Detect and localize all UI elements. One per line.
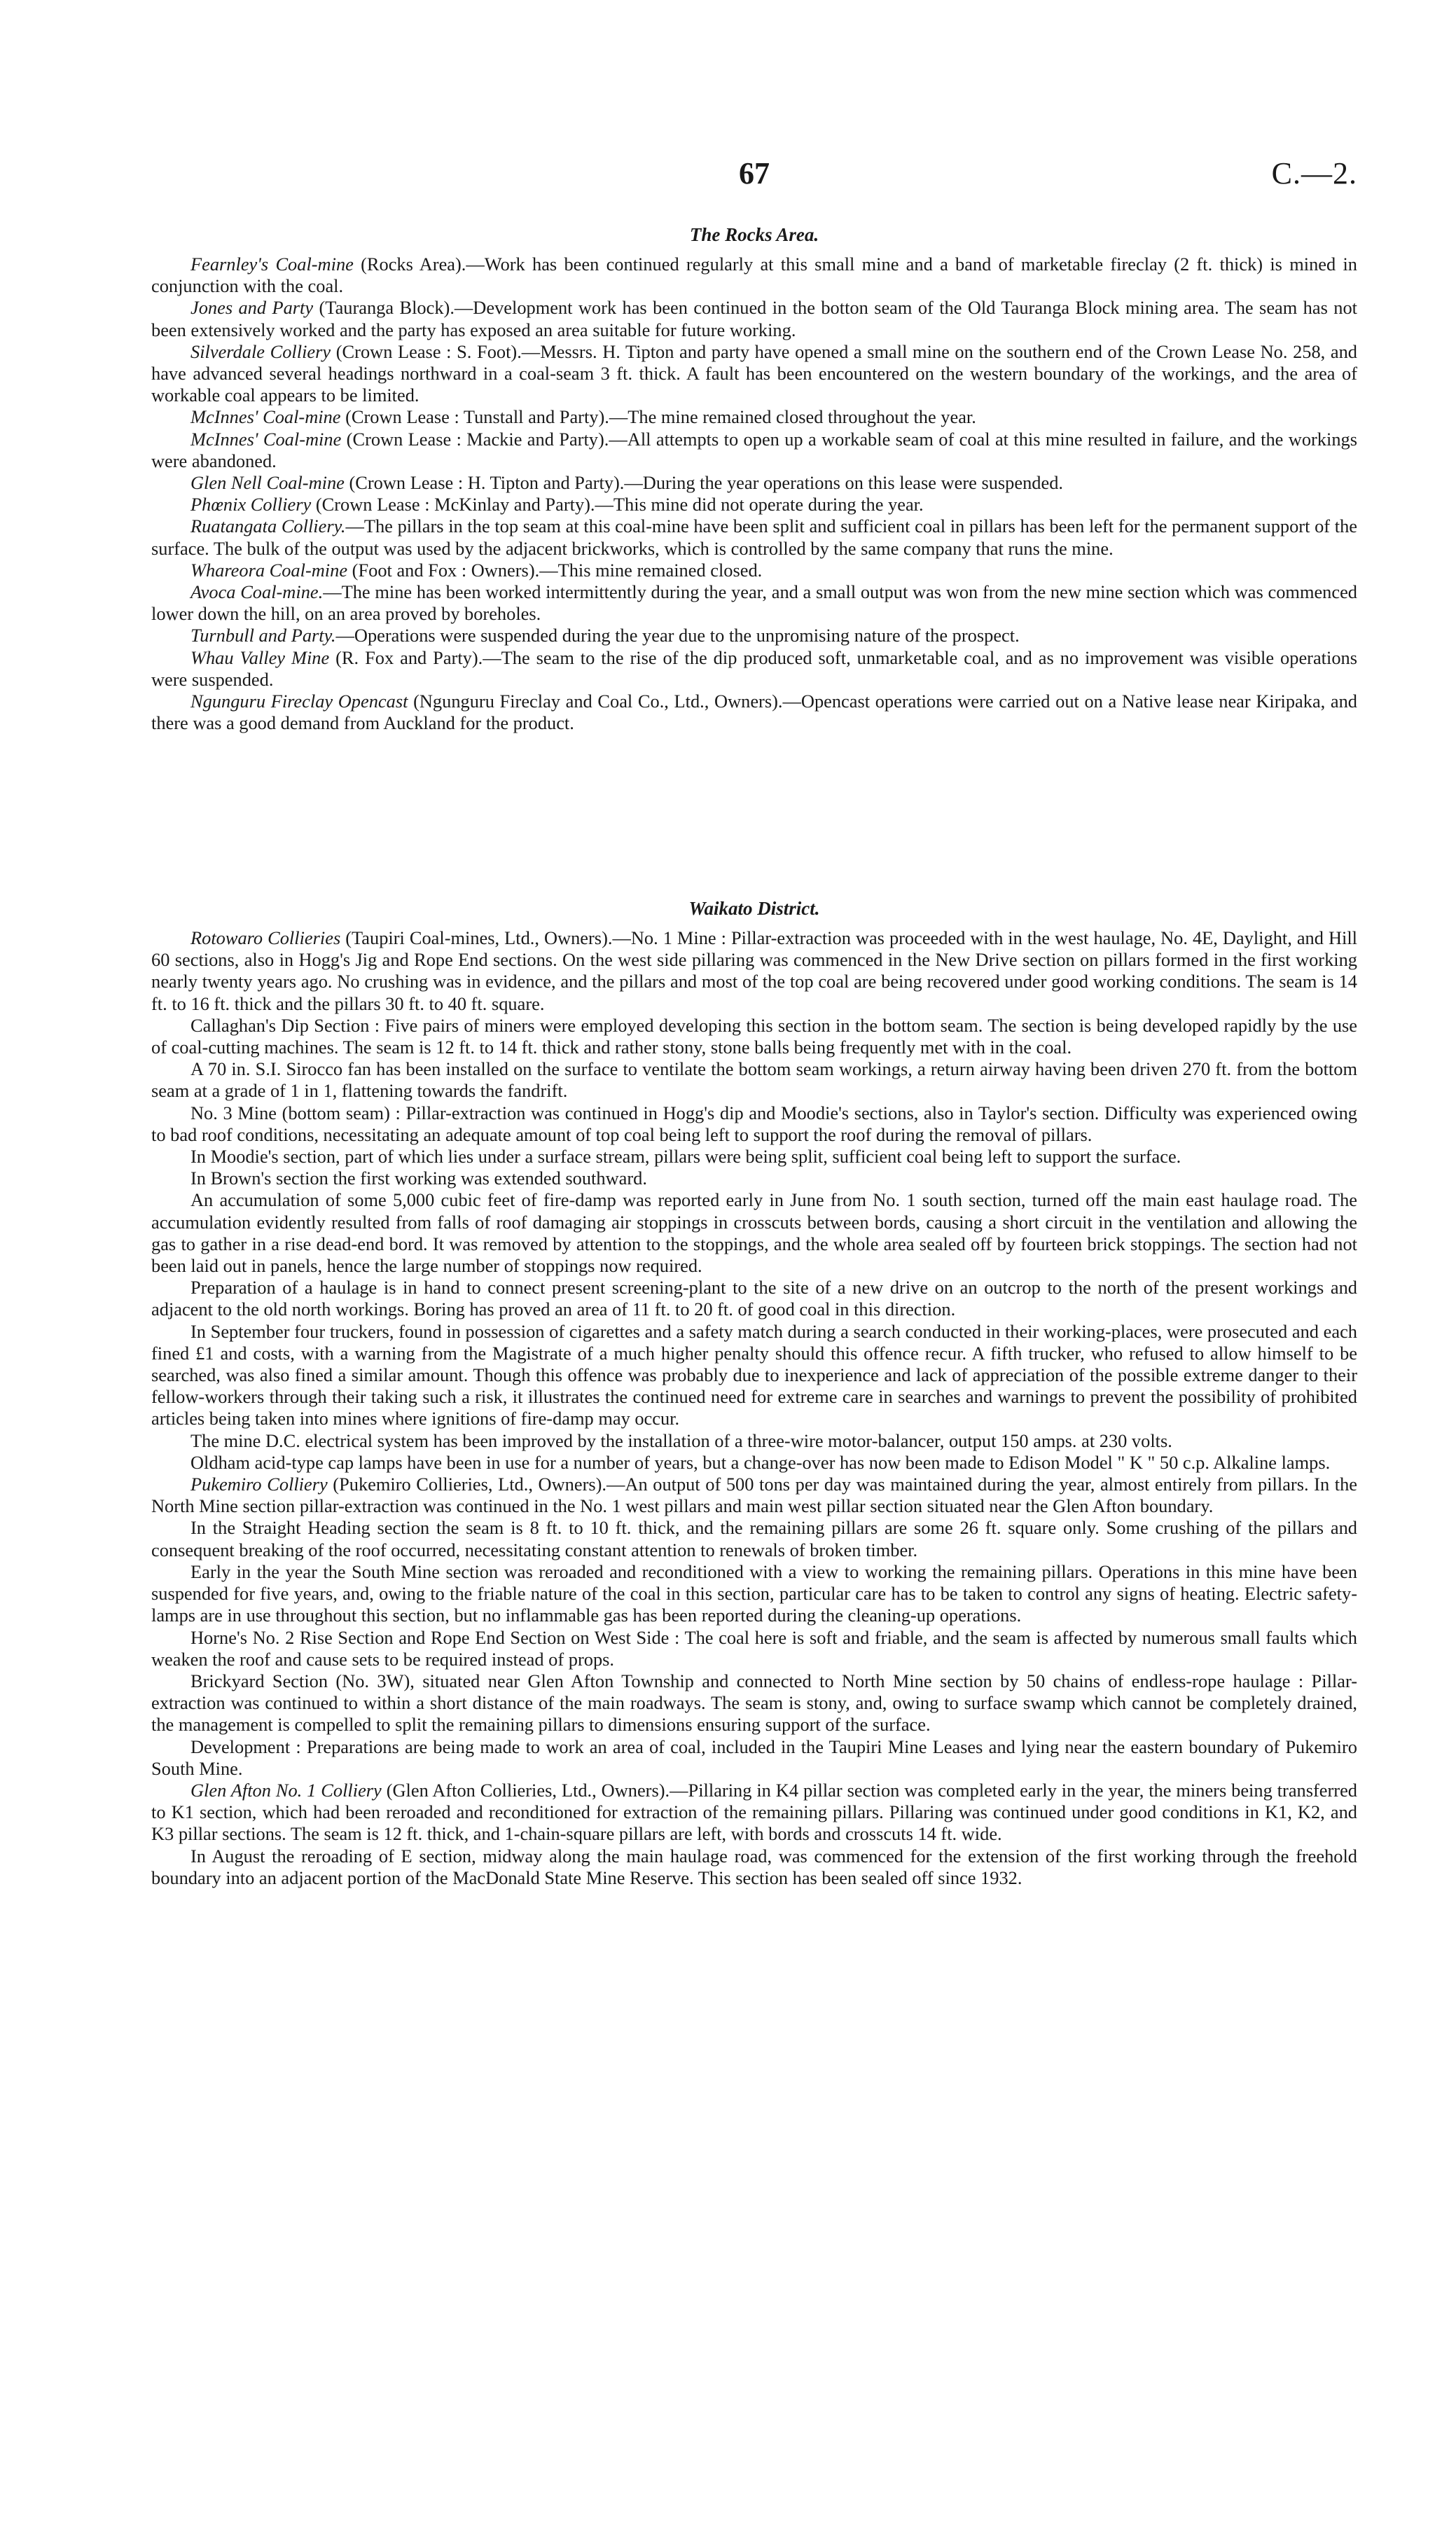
- paragraph-lead: McInnes' Coal-mine: [190, 406, 341, 428]
- paragraph-text: (R. Fox and Party).—The seam to the rise of the dip produced soft, unmarketable coal, and as no improvement was visible operations were suspended.: [151, 646, 1357, 690]
- paragraph-text: —The pillars in the top seam at this coal-mine have been split and sufficient coal in pillars has been left for the permanent support of the surface. The bulk of the output was used by the adjacent brickworks, which is controlled by the same company that runs the mine.: [151, 515, 1357, 559]
- paragraph-lead: Ngunguru Fireclay Opencast: [190, 691, 408, 712]
- paragraph-text: (Pukemiro Collieries, Ltd., Owners).—An output of 500 tons per day was maintained during the year, almost entirely from pillars. In the North Mine section pillar-extraction was continued in the No. 1 west pillars and main west pillar section situated near the Glen Afton boundary.: [151, 1474, 1357, 1517]
- paragraph: [151, 1561, 1357, 1627]
- paragraph-lead: Pukemiro Colliery: [190, 1474, 328, 1495]
- paragraph-text: (Tauranga Block).—Development work has been continued in the botton seam of the Old Tauranga Block mining area. The seam has not been extensively worked and the party has exposed an area suitable for future working.: [151, 297, 1357, 340]
- paragraph-text: (Crown Lease : S. Foot).—Messrs. H. Tipton and party have opened a small mine on the southern end of the Crown Lease No. 258, and have advanced several headings northward in a coal-seam 3 ft. thick. A fault has been encountered on the western boundary of the workings, and the area of workable coal appears to be limited.: [151, 340, 1358, 406]
- section-waikato-district: [151, 896, 1357, 1889]
- paragraph: [151, 341, 1357, 407]
- paragraph-text: (Crown Lease : Tunstall and Party).—The mine remained closed throughout the year.: [340, 406, 976, 428]
- paragraph: [151, 254, 1357, 297]
- paragraph: [151, 1517, 1357, 1560]
- paragraph-text: Early in the year the South Mine section was reroaded and reconditioned with a view to working the remaining pillars. Operations in this mine have been suspended for five years, and, owing to the friable nature of the coal in this section, particular care has to be taken to control any signs of heating. Electric safety-lamps are in use throughout this section, but no inflammable gas has been reported during the cleaning-up operations.: [151, 1560, 1357, 1626]
- paragraph: [151, 1670, 1357, 1736]
- paragraph: [151, 927, 1357, 1015]
- paragraph-lead: Glen Nell Coal-mine: [190, 472, 345, 494]
- paragraph-text: (Taupiri Coal-mines, Ltd., Owners).—No. 1 Mine : Pillar-extraction was proceeded with in the west haulage, No. 4E, Daylight, and Hill 60 sections, also in Hogg's Jig and Rope End sections. On the west side pillaring was commenced in the New Drive section on pillars formed in the first working nearly twenty years ago. No crushing was in evidence, and the pillars and most of the top coal are being recovered under good working conditions. The seam is 14 ft. to 16 ft. thick and the pillars 30 ft. to 40 ft. square.: [151, 927, 1357, 1014]
- paragraph-text: (Foot and Fox : Owners).—This mine remained closed.: [347, 559, 763, 581]
- paragraph: [151, 1168, 1357, 1189]
- paragraph: [151, 1452, 1357, 1474]
- paragraph-lead: Whareora Coal-mine: [190, 559, 348, 581]
- paragraph-text: Preparation of a haulage is in hand to connect present screening-plant to the site of a new drive on an outcrop to the north of the present workings and adjacent to the old north workings. Boring has proved an area of 11 ft. to 20 ft. of good coal in this direction.: [151, 1277, 1357, 1320]
- paragraph-lead: Fearnley's Coal-mine: [190, 254, 354, 275]
- paragraph-text: Development : Preparations are being made to work an area of coal, included in the Taupiri Mine Leases and lying near the eastern boundary of Pukemiro South Mine.: [151, 1736, 1357, 1779]
- paragraph: [151, 1736, 1357, 1780]
- paragraph: [151, 1146, 1357, 1168]
- section-rocks-area: [151, 223, 1357, 734]
- paragraph-text: (Rocks Area).—Work has been continued regularly at this small mine and a band of marketable fireclay (2 ft. thick) is mined in conjunction with the coal.: [151, 254, 1357, 297]
- paragraph: [151, 691, 1357, 734]
- paragraph-text: Oldham acid-type cap lamps have been in use for a number of years, but a change-over has now been made to Edison Model " K " 50 c.p. Alkaline lamps.: [190, 1451, 1331, 1473]
- paragraph-text: Horne's No. 2 Rise Section and Rope End Section on West Side : The coal here is soft and friable, and the seam is affected by numerous small faults which weaken the roof and cause sets to be required instead of props.: [151, 1626, 1357, 1670]
- paragraph: [151, 1015, 1357, 1058]
- paragraph-lead: Glen Afton No. 1 Colliery: [190, 1779, 382, 1801]
- paragraph: [151, 581, 1357, 625]
- paragraph-lead: Avoca Coal-mine.: [190, 581, 324, 603]
- paragraph-lead: Ruatangata Colliery.: [190, 515, 346, 537]
- paragraph-list: [151, 254, 1357, 734]
- paragraph-text: In Brown's section the first working was extended southward.: [190, 1168, 647, 1189]
- paragraph-text: The mine D.C. electrical system has been improved by the installation of a three-wire motor-balancer, output 150 amps. at 230 volts.: [190, 1429, 1172, 1451]
- paragraph-text: (Crown Lease : H. Tipton and Party).—During the year operations on this lease were suspended.: [344, 472, 1063, 494]
- document-page: [151, 0, 1357, 2548]
- paragraph: [151, 472, 1357, 494]
- paragraph-text: No. 3 Mine (bottom seam) : Pillar-extraction was continued in Hogg's dip and Moodie's sections, also in Taylor's section. Difficulty was experienced owing to bad roof conditions, necessitating an adequate amount of top coal being left to support the roof during the removal of pillars.: [151, 1102, 1357, 1145]
- paragraph-text: (Glen Afton Collieries, Ltd., Owners).—Pillaring in K4 pillar section was completed early in the year, the miners being transferred to K1 section, which had been reroaded and reconditioned for extraction of the remaining pillars. Pillaring was continued under good conditions in K1, K2, and K3 pillar sections. The seam is 12 ft. thick, and 1-chain-square pillars are left, with bords and crosscuts 14 ft. wide.: [151, 1779, 1357, 1845]
- paragraph-lead: Jones and Party: [190, 297, 314, 319]
- section-title-rocks-area: The Rocks Area.: [689, 224, 819, 245]
- paragraph-text: In Moodie's section, part of which lies under a surface stream, pillars were being split, sufficient coal being left to support the surface.: [190, 1146, 1181, 1168]
- paragraph-lead: Phœnix Colliery: [190, 494, 312, 515]
- paragraph: [151, 1430, 1357, 1452]
- paragraph: [151, 1627, 1357, 1670]
- paragraph-text: Callaghan's Dip Section : Five pairs of miners were employed developing this section in the bottom seam. The section is being developed rapidly by the use of coal-cutting machines. The seam is 12 ft. to 14 ft. thick and rather stony, stone balls being frequently met with in the coal.: [151, 1014, 1357, 1058]
- paragraph: [151, 494, 1357, 515]
- paragraph: [151, 560, 1357, 581]
- page-header: [151, 155, 1357, 205]
- paragraph-text: (Ngunguru Fireclay and Coal Co., Ltd., Owners).—Opencast operations were carried out on a Native lease near Kiripaka, and there was a good demand from Auckland for the product.: [151, 691, 1358, 734]
- paragraph: [151, 1474, 1357, 1517]
- page-number: 67: [739, 156, 770, 191]
- paragraph: [151, 1846, 1357, 1889]
- paragraph-text: A 70 in. S.I. Sirocco fan has been installed on the surface to ventilate the bottom seam workings, a return airway having been driven 270 ft. from the bottom seam at a grade of 1 in 1, flattening towards the fandrift.: [151, 1058, 1357, 1102]
- paragraph-text: (Crown Lease : Mackie and Party).—All attempts to open up a workable seam of coal at this mine resulted in failure, and the workings were abandoned.: [151, 428, 1357, 471]
- paragraph-text: In September four truckers, found in possession of cigarettes and a safety match during a search conducted in their working-places, were prosecuted and each fined £1 and costs, with a warning from the Magistrate of a much higher penalty should this offence recur. A fifth trucker, who refused to allow himself to be searched, was also fined a similar amount. Though this offence was probably due to inexperience and lack of appreciation of the possible extreme danger to their fellow-workers through their taking such a risk, it illustrates the continued need for extreme care in searches and warnings to prevent the possibility of prohibited articles being taken into mines where ignitions of fire-damp may occur.: [151, 1320, 1357, 1429]
- paragraph-lead: Whau Valley Mine: [190, 646, 330, 668]
- paragraph: [151, 1277, 1357, 1320]
- document-reference: C.—2.: [1271, 156, 1357, 191]
- paragraph-text: —Operations were suspended during the year due to the unpromising nature of the prospect.: [335, 625, 1020, 646]
- paragraph-text: Brickyard Section (No. 3W), situated near Glen Afton Township and connected to North Mine section by 50 chains of endless-rope haulage : Pillar-extraction was continued to within a short distance of the main roadways. The seam is stony, and, owing to surface swamp which cannot be completely drained, the management is compelled to split the remaining pillars to dimensions ensuring support of the surface.: [151, 1670, 1357, 1736]
- paragraph-text: An accumulation of some 5,000 cubic feet of fire-damp was reported early in June from No. 1 south section, turned off the main east haulage road. The accumulation evidently resulted from falls of roof damaging air stoppings in crosscuts between bords, causing a short circuit in the ventilation and allowing the gas to gather in a rise dead-end bord. It was removed by attention to the stoppings, and the whole area sealed off by fourteen brick stoppings. The section had not been laid out in panels, hence the large number of stoppings now required.: [151, 1189, 1357, 1277]
- paragraph-text: In the Straight Heading section the seam is 8 ft. to 10 ft. thick, and the remaining pillars are some 26 ft. square only. Some crushing of the pillars and consequent breaking of the roof occurred, necessitating constant attention to renewals of broken timber.: [151, 1517, 1357, 1560]
- paragraph: [151, 647, 1357, 691]
- paragraph-lead: Rotowaro Collieries: [190, 927, 341, 948]
- paragraph: [151, 297, 1357, 340]
- paragraph-lead: Turnbull and Party.: [190, 625, 336, 646]
- paragraph-lead: McInnes' Coal-mine: [190, 428, 342, 450]
- paragraph: [151, 1321, 1357, 1430]
- section-title-waikato-district: Waikato District.: [688, 898, 820, 919]
- paragraph: [151, 406, 1357, 428]
- paragraph: [151, 429, 1357, 472]
- paragraph-text: In August the reroading of E section, midway along the main haulage road, was commenced for the extension of the first working through the freehold boundary into an adjacent portion of the MacDonald State Mine Reserve. This section has been sealed off since 1932.: [151, 1845, 1357, 1888]
- paragraph-text: —The mine has been worked intermittently during the year, and a small output was won from the new mine section which was commenced lower down the hill, on an area proved by boreholes.: [151, 581, 1358, 625]
- paragraph: [151, 1189, 1357, 1277]
- paragraph: [151, 1102, 1357, 1146]
- paragraph-lead: Silverdale Colliery: [190, 340, 331, 362]
- paragraph: [151, 625, 1357, 646]
- paragraph-list: [151, 927, 1357, 1889]
- paragraph: [151, 1780, 1357, 1846]
- paragraph: [151, 1058, 1357, 1102]
- paragraph-text: (Crown Lease : McKinlay and Party).—This mine did not operate during the year.: [311, 494, 924, 515]
- paragraph: [151, 515, 1357, 559]
